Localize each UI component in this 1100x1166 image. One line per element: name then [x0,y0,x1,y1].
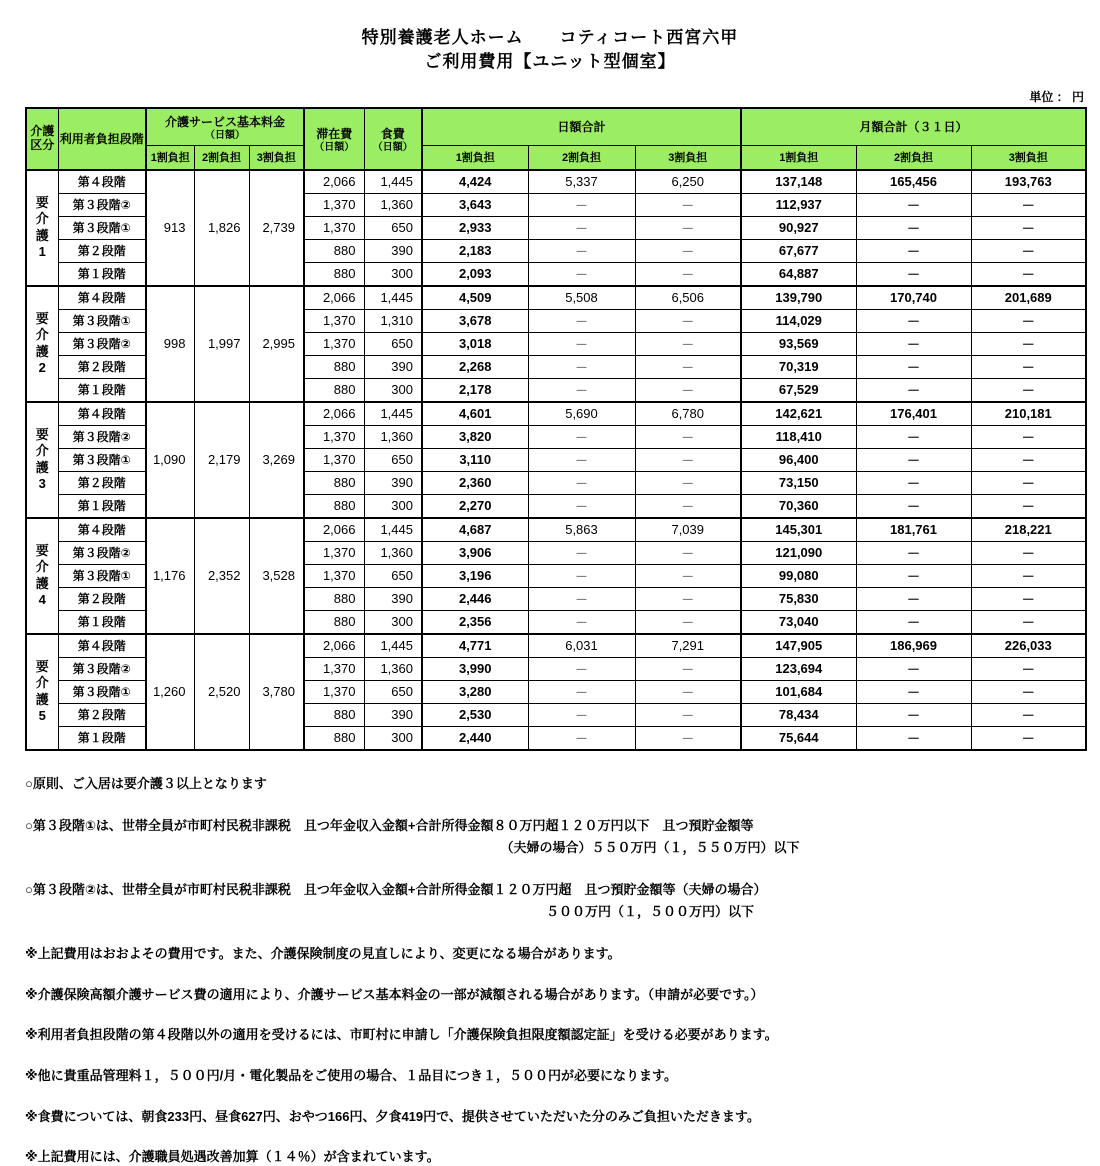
circle-note [25,881,1085,920]
monthly-total-value: － [971,239,1086,262]
monthly-total-value: 114,029 [741,309,856,332]
base-fee-value: 1,826 [194,170,249,286]
burden-stage-label: 第１段階 [58,378,146,402]
monthly-total-value: 137,148 [741,170,856,194]
daily-total-value: 6,250 [635,170,741,194]
meal-fee-value: 1,445 [364,518,422,542]
monthly-total-value: 70,360 [741,494,856,518]
stay-fee-value: 880 [304,355,364,378]
monthly-total-value: 118,410 [741,425,856,448]
meal-fee-value: 1,445 [364,634,422,658]
header-care-category: 介護区分 [26,108,58,170]
burden-stage-label: 第２段階 [58,239,146,262]
monthly-total-value: 99,080 [741,564,856,587]
monthly-total-value: － [856,425,971,448]
monthly-total-value: 181,761 [856,518,971,542]
monthly-total-value: － [856,216,971,239]
monthly-total-value: － [971,657,1086,680]
header-monthly-total: 月額合計（３１日） [741,108,1086,146]
daily-total-value: 2,530 [422,703,528,726]
daily-total-value: 4,424 [422,170,528,194]
monthly-total-value: 73,150 [741,471,856,494]
daily-total-value: － [635,726,741,750]
page-title-line2: ご利用費用【ユニット型個室】 [424,51,676,71]
monthly-total-value: － [856,587,971,610]
base-fee-value: 1,176 [146,518,194,634]
daily-total-value: 3,906 [422,541,528,564]
monthly-total-value: 67,677 [741,239,856,262]
daily-total-value: 2,356 [422,610,528,634]
monthly-total-value: － [856,239,971,262]
monthly-total-value: － [971,425,1086,448]
daily-total-value: 4,509 [422,286,528,310]
meal-fee-value: 390 [364,587,422,610]
daily-total-value: － [528,239,635,262]
meal-fee-value: 1,445 [364,402,422,426]
monthly-total-value: 210,181 [971,402,1086,426]
stay-fee-value: 2,066 [304,170,364,194]
burden-stage-label: 第２段階 [58,355,146,378]
daily-total-value: － [635,587,741,610]
daily-total-value: 2,446 [422,587,528,610]
care-level-label: 要 介 護 5 [26,634,58,750]
burden-stage-label: 第３段階① [58,564,146,587]
monthly-total-value: － [971,355,1086,378]
monthly-total-value: 101,684 [741,680,856,703]
burden-stage-label: 第４段階 [58,402,146,426]
burden-stage-label: 第１段階 [58,262,146,286]
monthly-total-value: 139,790 [741,286,856,310]
stay-fee-value: 1,370 [304,216,364,239]
monthly-total-value: － [971,703,1086,726]
care-level-label: 要 介 護 1 [26,170,58,286]
daily-total-value: 6,031 [528,634,635,658]
daily-total-value: － [635,216,741,239]
monthly-total-value: － [971,564,1086,587]
header-base-fee [146,108,304,146]
base-fee-value: 1,260 [146,634,194,750]
meal-fee-value: 300 [364,262,422,286]
header-row-burden [26,145,1086,170]
daily-total-value: － [635,309,741,332]
monthly-total-value: 64,887 [741,262,856,286]
asterisk-note: ※食費については、朝食233円、昼食627円、おやつ166円、夕食419円で、提供させていただいた分のみご負担いただきます。 [25,1108,760,1124]
stay-fee-value: 880 [304,703,364,726]
page-title [0,26,1100,74]
burden-stage-label: 第４段階 [58,634,146,658]
monthly-total-value: － [971,216,1086,239]
stay-fee-value: 2,066 [304,518,364,542]
monthly-total-value: 201,689 [971,286,1086,310]
daily-total-value: － [635,448,741,471]
daily-total-value: － [635,494,741,518]
daily-total-value: － [528,471,635,494]
monthly-total-value: － [856,564,971,587]
circle-note-line: （夫婦の場合）５５０万円（１，５５０万円）以下 [500,839,800,855]
stay-fee-value: 1,370 [304,193,364,216]
monthly-total-value: － [971,193,1086,216]
monthly-total-value: － [856,448,971,471]
daily-total-value: 3,018 [422,332,528,355]
base-fee-value: 2,995 [249,286,304,402]
meal-fee-value: 650 [364,332,422,355]
monthly-total-value: 121,090 [741,541,856,564]
burden-stage-label: 第３段階② [58,332,146,355]
meal-fee-value: 390 [364,703,422,726]
fee-table [25,107,1087,751]
monthly-total-value: 78,434 [741,703,856,726]
stay-fee-value: 880 [304,239,364,262]
unit-label: 単位 ： 円 [1029,89,1084,104]
daily-total-value: 3,110 [422,448,528,471]
daily-total-value: － [528,564,635,587]
header-base-burden-1: 1割負担 [146,145,194,170]
meal-fee-value: 1,360 [364,425,422,448]
monthly-total-value: － [971,610,1086,634]
monthly-total-value: － [856,262,971,286]
base-fee-value: 2,352 [194,518,249,634]
monthly-total-value: － [856,355,971,378]
monthly-total-value: 218,221 [971,518,1086,542]
daily-total-value: － [528,309,635,332]
monthly-total-value: － [856,494,971,518]
header-monthly-burden-1: 1割負担 [741,145,856,170]
daily-total-value: － [635,680,741,703]
daily-total-value: － [528,610,635,634]
page-title-line1: 特別養護老人ホーム コティコート西宮六甲 [361,28,739,47]
stay-fee-value: 1,370 [304,332,364,355]
monthly-total-value: － [856,703,971,726]
burden-stage-label: 第３段階② [58,193,146,216]
daily-total-value: 2,183 [422,239,528,262]
meal-fee-value: 300 [364,378,422,402]
monthly-total-value: － [971,309,1086,332]
daily-total-value: 2,093 [422,262,528,286]
stay-fee-value: 880 [304,610,364,634]
care-level-label: 要 介 護 3 [26,402,58,518]
daily-total-value: － [528,378,635,402]
burden-stage-label: 第３段階② [58,425,146,448]
monthly-total-value: － [971,587,1086,610]
fee-table-row [26,170,1086,194]
circle-note-line: ○第３段階①は、世帯全員が市町村民税非課税 且つ年金収入金額+合計所得金額８０万円超１２０万円以下 且つ預貯金額等 [25,818,754,834]
header-meal-fee-title: 食費 [380,126,405,141]
circle-notes [25,775,1085,921]
daily-total-value: 4,687 [422,518,528,542]
monthly-total-value: － [971,378,1086,402]
burden-stage-label: 第３段階① [58,680,146,703]
base-fee-value: 3,269 [249,402,304,518]
daily-total-value: － [635,610,741,634]
monthly-total-value: 226,033 [971,634,1086,658]
daily-total-value: － [635,193,741,216]
daily-total-value: 2,360 [422,471,528,494]
monthly-total-value: 147,905 [741,634,856,658]
monthly-total-value: － [856,193,971,216]
daily-total-value: 2,270 [422,494,528,518]
burden-stage-label: 第１段階 [58,726,146,750]
meal-fee-value: 300 [364,610,422,634]
stay-fee-value: 880 [304,587,364,610]
monthly-total-value: － [856,680,971,703]
meal-fee-value: 390 [364,471,422,494]
daily-total-value: － [528,448,635,471]
base-fee-value: 1,090 [146,402,194,518]
base-fee-value: 1,997 [194,286,249,402]
monthly-total-value: － [856,726,971,750]
stay-fee-value: 1,370 [304,564,364,587]
daily-total-value: － [635,239,741,262]
daily-total-value: 4,601 [422,402,528,426]
base-fee-value: 913 [146,170,194,286]
header-daily-burden-1: 1割負担 [422,145,528,170]
monthly-total-value: － [856,610,971,634]
circle-note [25,775,1085,793]
base-fee-value: 3,780 [249,634,304,750]
circle-note-line: ○原則、ご入居は要介護３以上となります [25,775,267,791]
fee-table-row [26,402,1086,426]
burden-stage-label: 第２段階 [58,587,146,610]
monthly-total-value: 193,763 [971,170,1086,194]
meal-fee-value: 650 [364,680,422,703]
daily-total-value: － [635,332,741,355]
daily-total-value: 4,771 [422,634,528,658]
monthly-total-value: 67,529 [741,378,856,402]
daily-total-value: － [528,262,635,286]
burden-stage-label: 第３段階② [58,541,146,564]
burden-stage-label: 第４段階 [58,170,146,194]
stay-fee-value: 880 [304,494,364,518]
stay-fee-value: 2,066 [304,634,364,658]
daily-total-value: 3,990 [422,657,528,680]
daily-total-value: － [635,657,741,680]
burden-stage-label: 第３段階① [58,216,146,239]
stay-fee-value: 880 [304,726,364,750]
base-fee-value: 2,739 [249,170,304,286]
header-monthly-burden-2: 2割負担 [856,145,971,170]
daily-total-value: － [528,587,635,610]
fee-table-header [26,108,1086,170]
asterisk-note: ※介護保険高額介護サービス費の適用により、介護サービス基本料金の一部が減額される場合があります。（申請が必要です。） [25,986,764,1002]
daily-total-value: 2,933 [422,216,528,239]
daily-total-value: 3,280 [422,680,528,703]
stay-fee-value: 880 [304,262,364,286]
header-stay-fee-title: 滞在費 [316,126,353,141]
care-level-label: 要 介 護 4 [26,518,58,634]
base-fee-value: 2,520 [194,634,249,750]
monthly-total-value: － [971,541,1086,564]
meal-fee-value: 390 [364,355,422,378]
monthly-total-value: 75,830 [741,587,856,610]
daily-total-value: 6,780 [635,402,741,426]
stay-fee-value: 1,370 [304,448,364,471]
header-base-fee-sub: （日額） [205,129,245,141]
meal-fee-value: 1,360 [364,657,422,680]
daily-total-value: 7,039 [635,518,741,542]
header-stay-fee [304,108,364,170]
meal-fee-value: 1,360 [364,541,422,564]
header-daily-burden-2: 2割負担 [528,145,635,170]
fee-table-body [26,170,1086,750]
asterisk-note: ※他に貴重品管理料１，５００円/月・電化製品をご使用の場合、１品目につき１，５００円が必要になります。 [25,1067,677,1083]
burden-stage-label: 第１段階 [58,610,146,634]
daily-total-value: － [528,425,635,448]
stay-fee-value: 2,066 [304,286,364,310]
daily-total-value: － [528,355,635,378]
daily-total-value: 3,196 [422,564,528,587]
burden-stage-label: 第２段階 [58,471,146,494]
base-fee-value: 2,179 [194,402,249,518]
monthly-total-value: 75,644 [741,726,856,750]
daily-total-value: 5,690 [528,402,635,426]
monthly-total-value: － [971,448,1086,471]
monthly-total-value: 93,569 [741,332,856,355]
monthly-total-value: 186,969 [856,634,971,658]
meal-fee-value: 1,360 [364,193,422,216]
daily-total-value: － [635,378,741,402]
monthly-total-value: 142,621 [741,402,856,426]
daily-total-value: － [528,332,635,355]
burden-stage-label: 第３段階② [58,657,146,680]
stay-fee-value: 880 [304,471,364,494]
daily-total-value: 2,178 [422,378,528,402]
daily-total-value: － [635,564,741,587]
header-daily-total: 日額合計 [422,108,741,146]
daily-total-value: － [528,703,635,726]
monthly-total-value: － [971,726,1086,750]
monthly-total-value: 176,401 [856,402,971,426]
header-stay-fee-sub: （日額） [314,141,355,153]
monthly-total-value: － [856,378,971,402]
monthly-total-value: － [971,680,1086,703]
monthly-total-value: － [856,541,971,564]
circle-note-line: ○第３段階②は、世帯全員が市町村民税非課税 且つ年金収入金額+合計所得金額１２０万円超 且つ預貯金額等（夫婦の場合） [25,882,767,898]
base-fee-value: 998 [146,286,194,402]
daily-total-value: － [528,541,635,564]
fee-table-row [26,634,1086,658]
header-meal-fee [364,108,422,170]
monthly-total-value: 170,740 [856,286,971,310]
stay-fee-value: 1,370 [304,541,364,564]
monthly-total-value: 70,319 [741,355,856,378]
asterisk-note: ※上記費用には、介護職員処遇改善加算（１４％）が含まれています。 [25,1149,440,1165]
stay-fee-value: 880 [304,378,364,402]
notes-section [25,775,1085,1166]
monthly-total-value: － [856,471,971,494]
daily-total-value: － [635,541,741,564]
daily-total-value: － [528,726,635,750]
circle-note-line: ５００万円（１，５００万円）以下 [545,903,754,919]
monthly-total-value: 145,301 [741,518,856,542]
header-monthly-burden-3: 3割負担 [971,145,1086,170]
burden-stage-label: 第１段階 [58,494,146,518]
care-level-label: 要 介 護 2 [26,286,58,402]
stay-fee-value: 1,370 [304,309,364,332]
meal-fee-value: 300 [364,494,422,518]
asterisk-notes [25,945,1085,1165]
daily-total-value: 3,820 [422,425,528,448]
monthly-total-value: 112,937 [741,193,856,216]
monthly-total-value: － [971,494,1086,518]
meal-fee-value: 1,445 [364,286,422,310]
base-fee-value: 3,528 [249,518,304,634]
daily-total-value: 6,506 [635,286,741,310]
daily-total-value: 5,337 [528,170,635,194]
daily-total-value: 5,508 [528,286,635,310]
burden-stage-label: 第２段階 [58,703,146,726]
circle-note [25,817,1085,856]
meal-fee-value: 650 [364,564,422,587]
header-meal-fee-sub: （日額） [372,141,413,153]
header-burden-stage: 利用者負担段階 [58,108,146,170]
header-base-fee-title: 介護サービス基本料金 [164,114,285,129]
daily-total-value: － [635,355,741,378]
monthly-total-value: － [856,657,971,680]
header-base-burden-3: 3割負担 [249,145,304,170]
meal-fee-value: 650 [364,448,422,471]
daily-total-value: － [528,657,635,680]
monthly-total-value: 96,400 [741,448,856,471]
monthly-total-value: － [856,309,971,332]
daily-total-value: 7,291 [635,634,741,658]
stay-fee-value: 1,370 [304,425,364,448]
meal-fee-value: 390 [364,239,422,262]
monthly-total-value: － [856,332,971,355]
meal-fee-value: 1,310 [364,309,422,332]
header-base-burden-2: 2割負担 [194,145,249,170]
fee-table-row [26,518,1086,542]
burden-stage-label: 第３段階① [58,448,146,471]
monthly-total-value: － [971,332,1086,355]
meal-fee-value: 300 [364,726,422,750]
daily-total-value: 5,863 [528,518,635,542]
monthly-total-value: 123,694 [741,657,856,680]
daily-total-value: － [635,703,741,726]
monthly-total-value: 90,927 [741,216,856,239]
daily-total-value: － [635,425,741,448]
burden-stage-label: 第４段階 [58,518,146,542]
monthly-total-value: 73,040 [741,610,856,634]
daily-total-value: － [528,216,635,239]
monthly-total-value: 165,456 [856,170,971,194]
daily-total-value: 3,678 [422,309,528,332]
meal-fee-value: 1,445 [364,170,422,194]
daily-total-value: － [635,471,741,494]
asterisk-note: ※上記費用はおおよその費用です。また、介護保険制度の見直しにより、変更になる場合があります。 [25,946,621,962]
daily-total-value: － [528,193,635,216]
meal-fee-value: 650 [364,216,422,239]
daily-total-value: 2,268 [422,355,528,378]
stay-fee-value: 1,370 [304,657,364,680]
burden-stage-label: 第４段階 [58,286,146,310]
monthly-total-value: － [971,262,1086,286]
burden-stage-label: 第３段階① [58,309,146,332]
daily-total-value: － [635,262,741,286]
daily-total-value: 2,440 [422,726,528,750]
stay-fee-value: 1,370 [304,680,364,703]
monthly-total-value: － [971,471,1086,494]
fee-table-row [26,286,1086,310]
stay-fee-value: 2,066 [304,402,364,426]
daily-total-value: － [528,494,635,518]
header-daily-burden-3: 3割負担 [635,145,741,170]
header-row-groups [26,108,1086,146]
daily-total-value: 3,643 [422,193,528,216]
asterisk-note: ※利用者負担段階の第４段階以外の適用を受けるには、市町村に申請し「介護保険負担限度額認定証」を受ける必要があります。 [25,1027,778,1043]
daily-total-value: － [528,680,635,703]
